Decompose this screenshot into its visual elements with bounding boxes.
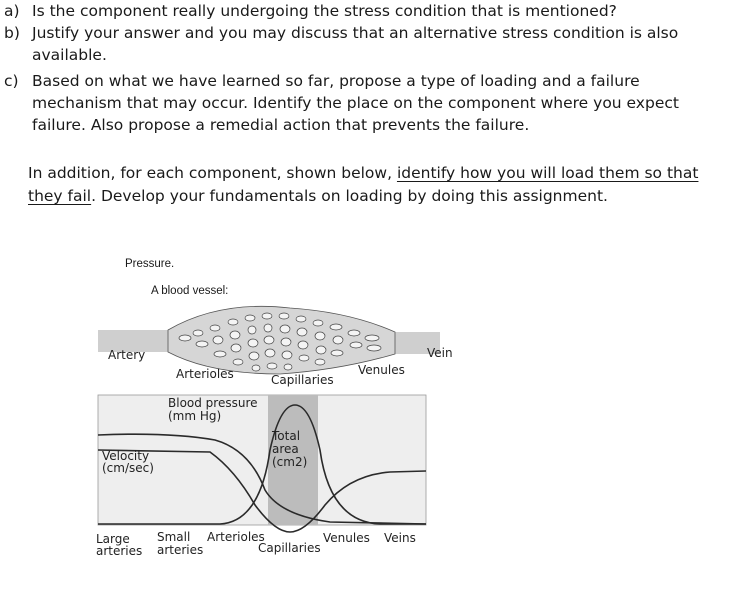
label-area-2: area: [272, 442, 299, 456]
axis-large-2: arteries: [96, 544, 143, 558]
blood-vessel-figure: [90, 300, 453, 575]
axis-arterioles: Arterioles: [207, 530, 265, 544]
paragraph-underlined: identify how you will load them so that they fail: [28, 164, 699, 205]
label-bp-2: (mm Hg): [168, 409, 222, 423]
axis-small-2: arteries: [157, 543, 204, 557]
axis-small-1: Small: [157, 530, 191, 544]
figure-subheading: A blood vessel:: [151, 285, 229, 297]
label-vein: Vein: [427, 346, 453, 360]
figure-heading: Pressure.: [125, 258, 175, 270]
question-b-label: b): [4, 24, 20, 42]
label-venules: Venules: [358, 363, 405, 377]
question-a-label: a): [4, 2, 20, 20]
label-velocity-1: Velocity: [102, 449, 150, 463]
axis-large-1: Large: [96, 532, 130, 546]
paragraph-before: In addition, for each component, shown below,: [28, 164, 397, 182]
question-a-text: Is the component really undergoing the stress condition that is mentioned?: [32, 2, 617, 20]
paragraph-after: . Develop your fundamentals on loading by doing this assignment.: [91, 187, 608, 205]
axis-venules: Venules: [323, 531, 370, 545]
label-velocity-2: (cm/sec): [102, 461, 154, 475]
axis-veins: Veins: [384, 531, 416, 545]
label-area-1: Total: [272, 429, 301, 443]
label-bp-1: Blood pressure: [168, 396, 258, 410]
label-artery: Artery: [108, 348, 146, 362]
question-b-text: Justify your answer and you may discuss that an alternative stress condition is also available.: [32, 24, 679, 64]
label-arterioles: Arterioles: [176, 367, 234, 381]
label-capillaries: Capillaries: [271, 373, 334, 387]
label-area-3: (cm2): [272, 455, 308, 469]
question-c-label: c): [4, 72, 19, 90]
question-c-text: Based on what we have learned so far, propose a type of loading and a failure mechanism that may occur. Identify the place on the component where you expect failure. Also propose a remedial action that prevents the failure.: [32, 72, 679, 134]
instruction-paragraph: [28, 162, 708, 208]
axis-capillaries: Capillaries: [258, 541, 321, 555]
